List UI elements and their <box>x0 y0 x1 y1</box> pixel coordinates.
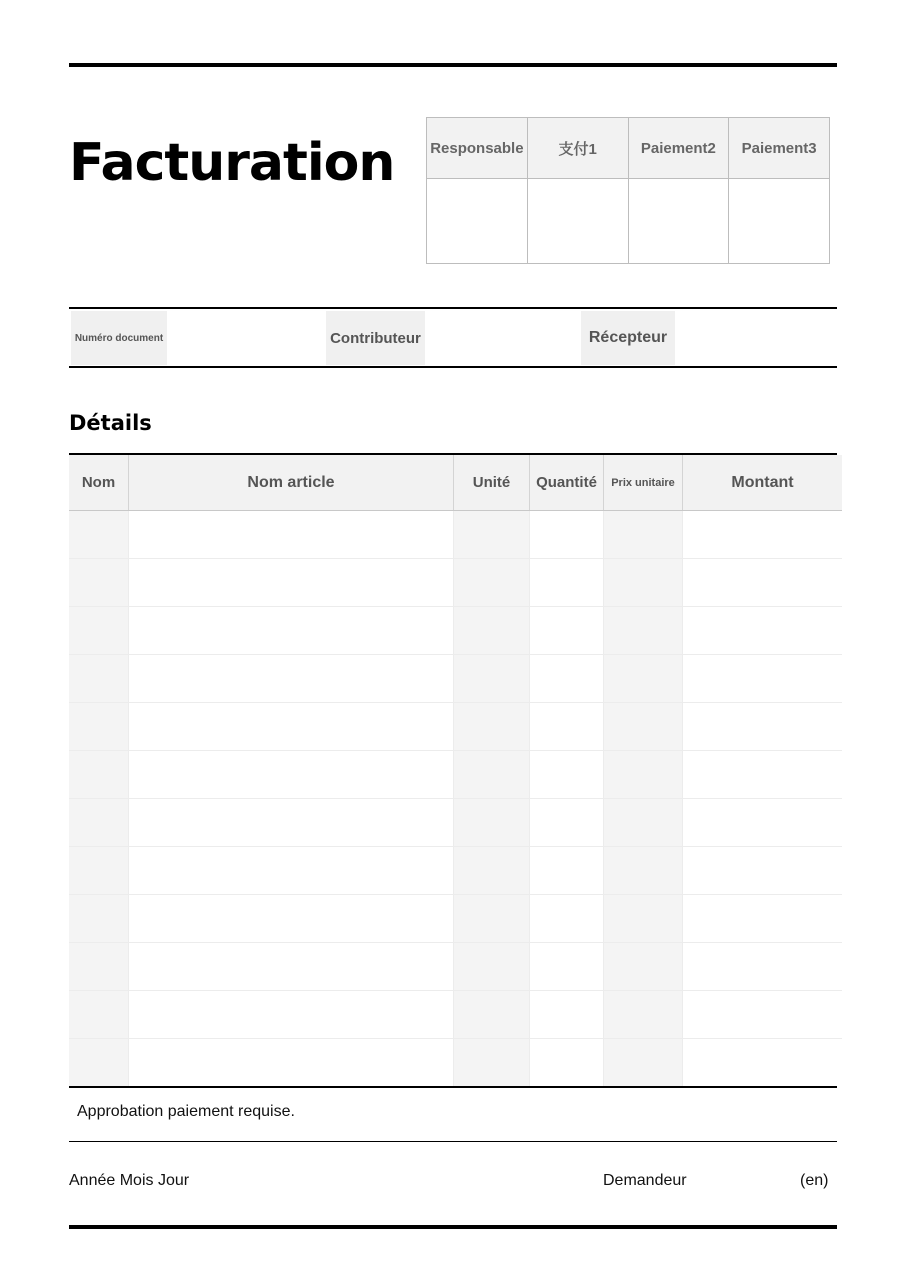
seal-label: (en) <box>800 1172 829 1189</box>
table-row <box>69 1039 842 1087</box>
approval-sign-box-payment-3[interactable] <box>729 179 830 264</box>
cell-montant[interactable] <box>683 655 843 703</box>
cell-nom[interactable] <box>69 799 129 847</box>
table-row <box>69 943 842 991</box>
details-table-wrapper <box>69 453 837 1088</box>
cell-quantite[interactable] <box>530 703 604 751</box>
cell-nom[interactable] <box>69 607 129 655</box>
table-row <box>69 895 842 943</box>
table-row <box>69 991 842 1039</box>
cell-unite[interactable] <box>454 511 530 559</box>
table-row <box>69 607 842 655</box>
cell-prix-unitaire[interactable] <box>604 751 683 799</box>
cell-nom[interactable] <box>69 847 129 895</box>
cell-nom-article[interactable] <box>129 751 454 799</box>
cell-nom[interactable] <box>69 943 129 991</box>
cell-montant[interactable] <box>683 799 843 847</box>
cell-unite[interactable] <box>454 703 530 751</box>
receiver-label: Récepteur <box>581 311 675 365</box>
cell-prix-unitaire[interactable] <box>604 847 683 895</box>
column-header-montant: Montant <box>683 455 843 511</box>
cell-nom-article[interactable] <box>129 703 454 751</box>
cell-nom[interactable] <box>69 655 129 703</box>
cell-prix-unitaire[interactable] <box>604 895 683 943</box>
cell-unite[interactable] <box>454 943 530 991</box>
cell-quantite[interactable] <box>530 607 604 655</box>
cell-montant[interactable] <box>683 895 843 943</box>
cell-quantite[interactable] <box>530 895 604 943</box>
top-rule <box>69 63 837 67</box>
cell-nom[interactable] <box>69 991 129 1039</box>
cell-unite[interactable] <box>454 799 530 847</box>
approval-sign-box-payment-2[interactable] <box>628 179 729 264</box>
approval-note: Approbation paiement requise. <box>77 1103 295 1120</box>
cell-quantite[interactable] <box>530 511 604 559</box>
cell-nom-article[interactable] <box>129 799 454 847</box>
cell-unite[interactable] <box>454 655 530 703</box>
cell-nom[interactable] <box>69 895 129 943</box>
details-section-title: Détails <box>69 411 152 435</box>
approval-sign-box-responsable[interactable] <box>427 179 528 264</box>
cell-quantite[interactable] <box>530 559 604 607</box>
approval-header-payment-1: 支付1 <box>527 118 628 179</box>
cell-prix-unitaire[interactable] <box>604 799 683 847</box>
footer-divider <box>69 1141 837 1142</box>
cell-nom-article[interactable] <box>129 559 454 607</box>
cell-nom-article[interactable] <box>129 991 454 1039</box>
cell-nom-article[interactable] <box>129 655 454 703</box>
bottom-rule <box>69 1225 837 1229</box>
cell-prix-unitaire[interactable] <box>604 607 683 655</box>
cell-nom[interactable] <box>69 703 129 751</box>
column-header-unite: Unité <box>454 455 530 511</box>
cell-montant[interactable] <box>683 751 843 799</box>
column-header-quantite: Quantité <box>530 455 604 511</box>
cell-unite[interactable] <box>454 895 530 943</box>
cell-prix-unitaire[interactable] <box>604 559 683 607</box>
table-row <box>69 511 842 559</box>
cell-nom-article[interactable] <box>129 511 454 559</box>
cell-unite[interactable] <box>454 991 530 1039</box>
table-row <box>69 559 842 607</box>
cell-unite[interactable] <box>454 1039 530 1087</box>
cell-nom-article[interactable] <box>129 943 454 991</box>
cell-nom-article[interactable] <box>129 895 454 943</box>
cell-quantite[interactable] <box>530 847 604 895</box>
document-number-label: Numéro document <box>71 311 167 365</box>
table-row <box>69 703 842 751</box>
details-body <box>69 511 842 1087</box>
cell-quantite[interactable] <box>530 943 604 991</box>
table-row <box>69 799 842 847</box>
requester-label: Demandeur <box>603 1172 687 1189</box>
cell-nom-article[interactable] <box>129 607 454 655</box>
cell-quantite[interactable] <box>530 751 604 799</box>
contributor-label: Contributeur <box>326 311 425 365</box>
cell-quantite[interactable] <box>530 655 604 703</box>
cell-nom[interactable] <box>69 1039 129 1087</box>
cell-unite[interactable] <box>454 559 530 607</box>
cell-prix-unitaire[interactable] <box>604 991 683 1039</box>
page-title: Facturation <box>69 133 395 193</box>
cell-montant[interactable] <box>683 607 843 655</box>
approval-header-payment-2: Paiement2 <box>628 118 729 179</box>
column-header-nom-article: Nom article <box>129 455 454 511</box>
approval-header-responsable: Responsable <box>427 118 528 179</box>
cell-montant[interactable] <box>683 703 843 751</box>
cell-quantite[interactable] <box>530 799 604 847</box>
approval-grid <box>426 117 830 264</box>
column-header-nom: Nom <box>69 455 129 511</box>
approval-header-payment-3: Paiement3 <box>729 118 830 179</box>
table-row <box>69 847 842 895</box>
cell-montant[interactable] <box>683 943 843 991</box>
cell-quantite[interactable] <box>530 991 604 1039</box>
cell-montant[interactable] <box>683 511 843 559</box>
cell-prix-unitaire[interactable] <box>604 943 683 991</box>
cell-nom[interactable] <box>69 511 129 559</box>
approval-sign-box-payment-1[interactable] <box>527 179 628 264</box>
document-info-row <box>69 307 837 368</box>
cell-unite[interactable] <box>454 847 530 895</box>
cell-prix-unitaire[interactable] <box>604 655 683 703</box>
cell-nom[interactable] <box>69 559 129 607</box>
cell-nom[interactable] <box>69 751 129 799</box>
cell-montant[interactable] <box>683 991 843 1039</box>
cell-unite[interactable] <box>454 607 530 655</box>
cell-prix-unitaire[interactable] <box>604 1039 683 1087</box>
details-table <box>69 455 842 1086</box>
cell-montant[interactable] <box>683 559 843 607</box>
table-row <box>69 751 842 799</box>
cell-prix-unitaire[interactable] <box>604 703 683 751</box>
cell-nom-article[interactable] <box>129 847 454 895</box>
cell-montant[interactable] <box>683 1039 843 1087</box>
table-row <box>69 655 842 703</box>
cell-unite[interactable] <box>454 751 530 799</box>
cell-prix-unitaire[interactable] <box>604 511 683 559</box>
cell-quantite[interactable] <box>530 1039 604 1087</box>
date-label: Année Mois Jour <box>69 1172 190 1189</box>
cell-nom-article[interactable] <box>129 1039 454 1087</box>
column-header-prix-unitaire: Prix unitaire <box>604 455 683 511</box>
details-header-row <box>69 455 842 511</box>
cell-montant[interactable] <box>683 847 843 895</box>
